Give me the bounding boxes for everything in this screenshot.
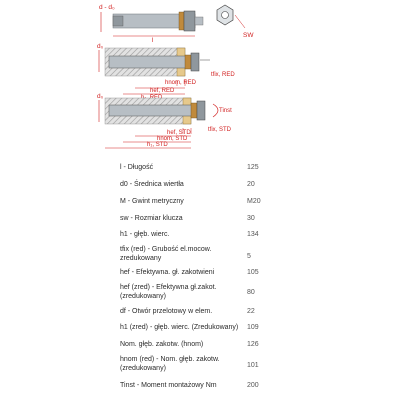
- spec-value: 126: [247, 341, 259, 348]
- spec-label: hef - Efektywna. gł. zakotwieni: [120, 269, 215, 276]
- spec-label: df - Otwór przelotowy w elem.: [120, 308, 213, 315]
- spec-label: Nom. głęb. zakotw. (hnom): [120, 341, 204, 348]
- spec-value: 5: [247, 253, 251, 260]
- spec-value: 30: [247, 215, 255, 222]
- hex-nut: [184, 11, 195, 31]
- spec-value: 20: [247, 181, 255, 188]
- spec-label: h1 (zred) - głęb. wierc. (Zredukowany): [120, 324, 239, 331]
- installation-reduced-figure: [97, 43, 235, 106]
- spec-value: M20: [247, 198, 261, 205]
- spec-value: 125: [247, 164, 259, 171]
- spec-value: 105: [247, 269, 259, 276]
- label-l: l: [152, 37, 154, 44]
- fig2-d0-label: d₀: [97, 43, 104, 50]
- spec-label: hnom (red) - Nom. głęb. zakotw. (zredukowany): [120, 356, 220, 372]
- spec-label: h1 - głęb. wierc.: [120, 231, 170, 238]
- fig3-h1-label: h₁, STD: [147, 142, 168, 148]
- spec-label: sw - Rozmiar klucza: [120, 215, 183, 222]
- fig3-tinst-label: Tinst: [219, 108, 232, 114]
- spec-label: M - Gwint metryczny: [120, 198, 184, 205]
- fig3-hef-label: hef, STD: [167, 130, 191, 136]
- spec-value: 80: [247, 289, 255, 296]
- spec-value: 134: [247, 231, 259, 238]
- spec-value: 109: [247, 324, 259, 331]
- fig3-d0-label: d₀: [97, 93, 104, 100]
- spec-label: hef (zred) - Efektywna gł.zakot. (zredukowany): [120, 284, 217, 300]
- spec-label: tfix (red) - Grubość el.mocow. zredukowany: [120, 246, 212, 262]
- spec-value: 22: [247, 308, 255, 315]
- spec-label: Tinst - Moment montażowy Nm: [120, 382, 217, 389]
- installation-standard-figure: [97, 93, 232, 148]
- bolt-figure: [99, 4, 254, 44]
- fig3-hnom-label: hnom, STD: [157, 136, 188, 142]
- spec-label: l - Długość: [120, 164, 154, 171]
- anchor-diagram: [95, 0, 305, 160]
- spec-value: 101: [247, 362, 259, 369]
- spec-label: d0 - Średnica wiertła: [120, 181, 184, 188]
- fig2-hnom-label: hnom, RED: [165, 80, 197, 86]
- fig2-hef-label: hef, RED: [150, 88, 175, 94]
- label-sw: SW: [243, 32, 254, 39]
- washer: [179, 12, 184, 30]
- label-d-d0: d - d₀: [99, 4, 115, 11]
- fig3-tfix-label: tfix, STD: [208, 127, 232, 133]
- fig2-tfix-label: tfix, RED: [211, 72, 235, 78]
- spec-value: 200: [247, 382, 259, 389]
